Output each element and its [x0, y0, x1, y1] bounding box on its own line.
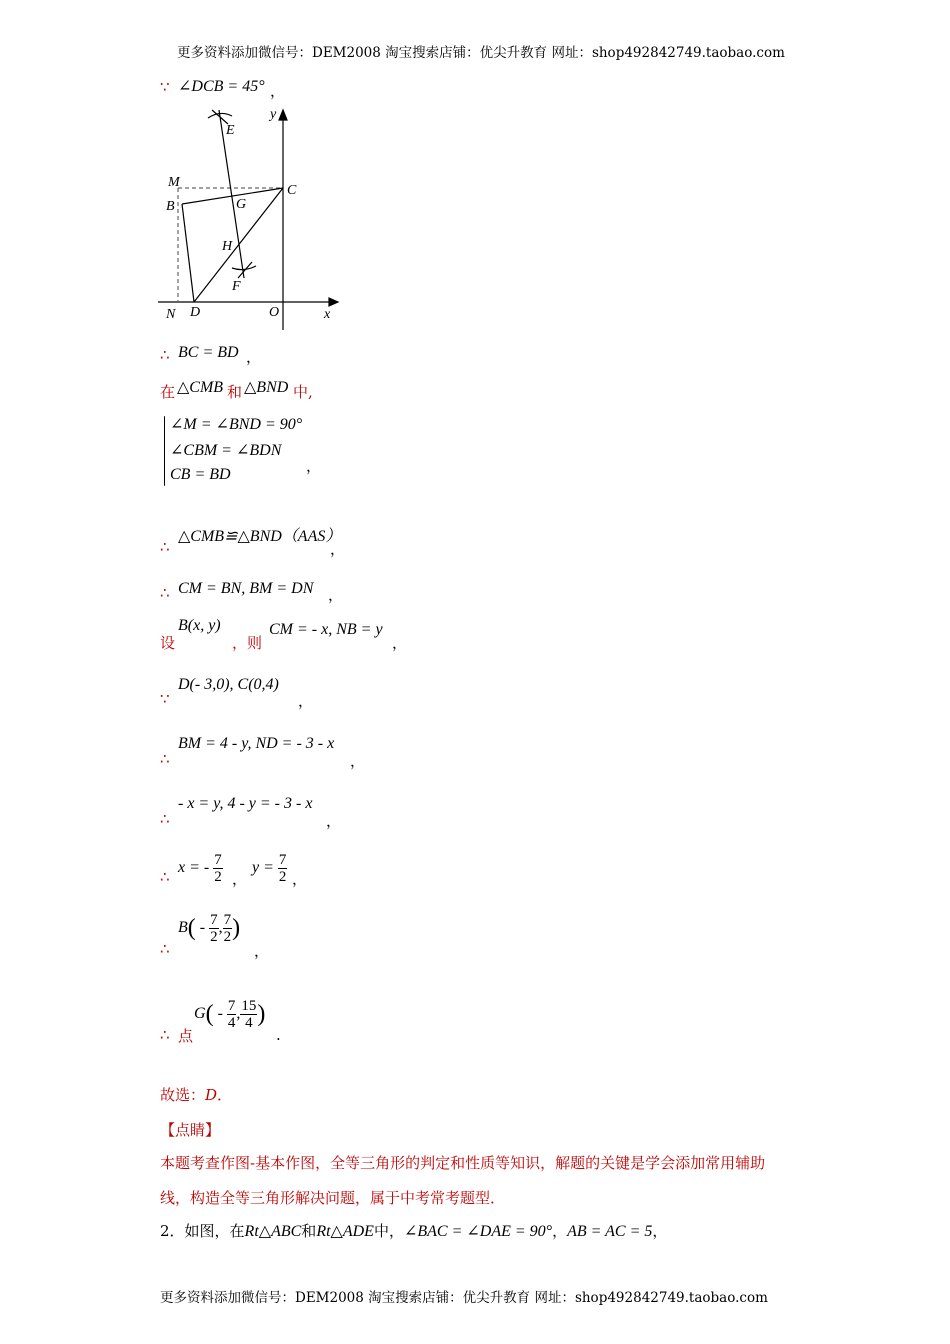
math-g-point: G( - $\frac{7}{4}$ , $\frac{15}{4}$ ) — [194, 998, 266, 1031]
text-point: 点 — [178, 1027, 194, 1045]
punct-comma: ， — [392, 634, 408, 652]
question-2-line: 2．如图，在Rt△ABC和Rt△ADE中，∠BAC = ∠DAE = 90°，AB = AC = 5， — [160, 1222, 668, 1240]
math-cm-bn: CM = BN, BM = DN — [178, 580, 314, 597]
label-d: D — [190, 305, 201, 320]
y-axis-arrow — [279, 110, 287, 120]
label-g: G — [236, 197, 247, 212]
arc-e2 — [212, 110, 228, 124]
math-d-c: D(- 3,0), C(0,4) — [178, 676, 279, 693]
label-b: B — [166, 199, 175, 214]
label-f: F — [232, 279, 241, 294]
label-x: x — [324, 307, 331, 322]
punct-comma: ， — [232, 870, 248, 888]
punct-comma: ， — [246, 348, 262, 366]
math-y-solution: y = $\frac{7}{2}$ — [252, 852, 287, 885]
math-equations: - x = y, 4 - y = - 3 - x — [178, 795, 313, 812]
punct-period: . — [276, 1026, 281, 1044]
punct-comma: ， — [270, 82, 286, 100]
punct-comma: ， — [328, 586, 344, 604]
therefore-symbol: ∴ — [160, 750, 170, 768]
text-then: ，则 — [232, 634, 263, 652]
x-axis-arrow — [329, 298, 338, 306]
label-e: E — [226, 123, 235, 138]
math-x-solution: x = - $\frac{7}{2}$ — [178, 852, 222, 885]
therefore-symbol: ∴ — [160, 538, 170, 556]
segment-bd — [182, 204, 194, 302]
math-tri-cmb: △CMB — [177, 379, 224, 396]
therefore-symbol: ∴ — [160, 584, 170, 602]
label-n: N — [166, 307, 176, 322]
math-congruent: △CMB≌△BND（AAS） — [178, 528, 342, 545]
math-tri-bnd: △BND — [244, 379, 289, 396]
math-bm-nd: BM = 4 - y, ND = - 3 - x — [178, 735, 335, 752]
therefore-symbol: ∴ — [160, 810, 170, 828]
comment-title: 【点睛】 — [160, 1121, 221, 1139]
page-footer: 更多资料添加微信号：DEM2008 淘宝搜索店铺：优尖升教育 网址：shop492842749.taobao.com — [160, 1290, 768, 1306]
arc-f1 — [232, 266, 256, 270]
geometry-figure — [152, 100, 352, 332]
label-y: y — [270, 107, 277, 122]
therefore-symbol: ∴ — [160, 1026, 170, 1044]
punct-comma: ， — [330, 540, 346, 558]
punct-comma: ， — [326, 812, 342, 830]
system-brace — [164, 416, 165, 486]
text-in: 在 — [160, 383, 176, 401]
therefore-symbol: ∴ — [160, 346, 170, 364]
text-zhong: 中, — [293, 383, 313, 401]
therefore-symbol: ∴ — [160, 940, 170, 958]
math-cm-nb: CM = - x, NB = y — [269, 621, 383, 638]
punct-comma: ， — [350, 752, 366, 770]
therefore-symbol: ∴ — [160, 868, 170, 886]
answer-line: 故选：D． — [160, 1086, 233, 1104]
system-line-3: CB = BD — [170, 466, 231, 483]
because-symbol: ∵ — [160, 78, 170, 96]
comment-body: 本题考查作图-基本作图，全等三角形的判定和性质等知识，解题的关键是学会添加常用辅助线，构造全等三角形解决问题，属于中考常考题型． — [160, 1154, 766, 1207]
label-m: M — [168, 175, 180, 190]
text-and: 和 — [227, 383, 243, 401]
math-b-xy: B(x, y) — [178, 617, 221, 634]
math-b-point: B( - $\frac{7}{2}$ , $\frac{7}{2}$ ) — [178, 912, 241, 945]
label-c: C — [287, 183, 297, 198]
system-line-1: ∠M = ∠BND = 90° — [170, 416, 303, 433]
punct-comma: ， — [306, 457, 322, 475]
page-header: 更多资料添加微信号：DEM2008 淘宝搜索店铺：优尖升教育 网址：shop492842749.taobao.com — [177, 45, 785, 61]
punct-comma: ， — [292, 870, 308, 888]
text-let: 设 — [160, 634, 176, 652]
math-bc-bd: BC = BD — [178, 344, 239, 361]
label-h: H — [222, 239, 233, 254]
because-symbol: ∵ — [160, 690, 170, 708]
system-line-2: ∠CBM = ∠BDN — [170, 442, 282, 459]
punct-comma: ， — [254, 942, 270, 960]
label-o: O — [269, 305, 280, 320]
math-angle-dcb: ∠DCB = 45° — [178, 78, 265, 95]
punct-comma: ， — [298, 692, 314, 710]
